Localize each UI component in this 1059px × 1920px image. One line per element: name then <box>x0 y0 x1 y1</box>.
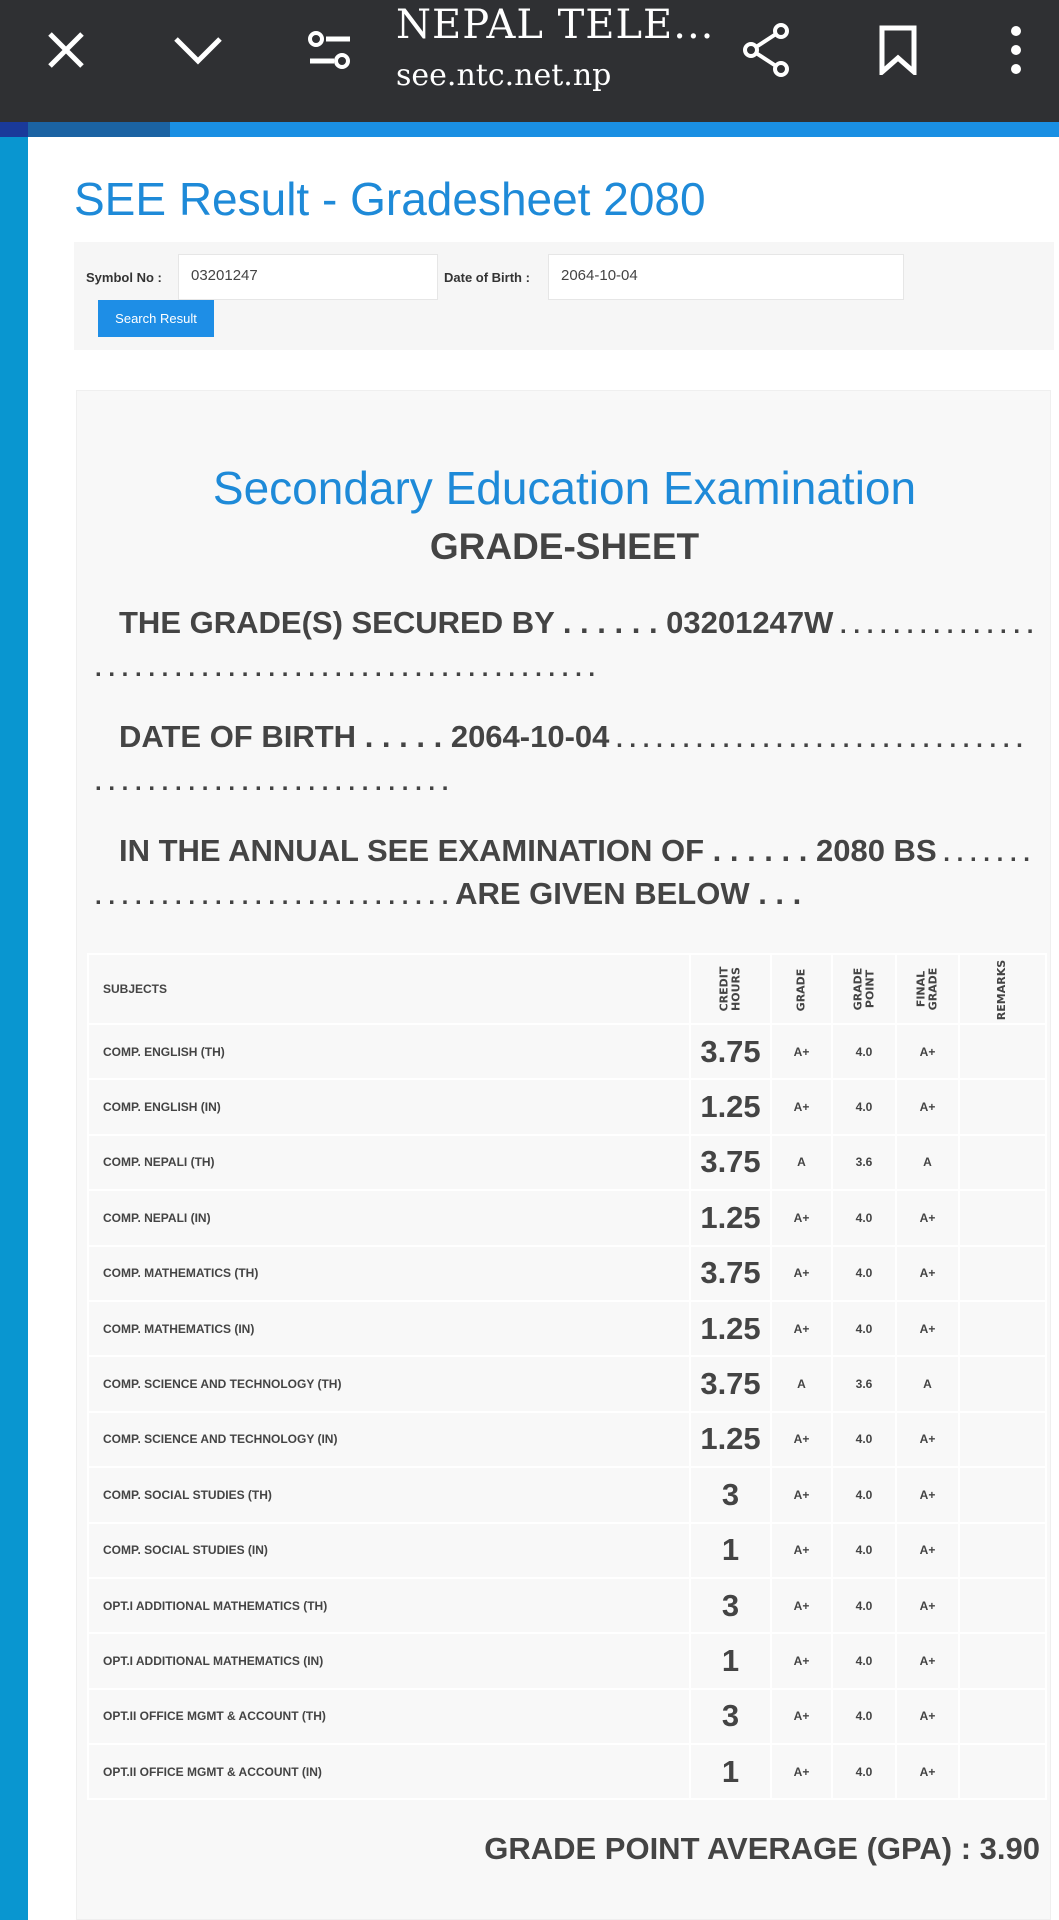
chevron-down-icon[interactable] <box>168 20 228 80</box>
cell-final-grade: A <box>896 1135 959 1190</box>
cell-final-grade: A+ <box>896 1578 959 1633</box>
col-subjects: SUBJECTS <box>88 954 690 1024</box>
cell-grade: A+ <box>771 1523 832 1578</box>
cell-subject: OPT.II OFFICE MGMT & ACCOUNT (TH) <box>88 1689 690 1744</box>
cell-subject: COMP. MATHEMATICS (IN) <box>88 1301 690 1356</box>
dots: . . . . . . . . . . . . . . . . . . . . . . . . . . . . . . . . . . <box>95 840 1030 910</box>
label: IN THE ANNUAL SEE EXAMINATION OF <box>119 833 705 868</box>
table-row <box>88 1744 1046 1799</box>
cell-grade-point: 4.0 <box>832 1689 896 1744</box>
page-title: SEE Result - Gradesheet 2080 <box>74 173 706 225</box>
dots: . . . . . . . . . . . . . . . . . . . . . . . . . . . . . . . . . . . . . . . . . . . . . . . . . . . . . . . . . . <box>95 726 1023 796</box>
label: THE GRADE(S) SECURED BY <box>119 605 555 640</box>
cell-remarks <box>959 1689 1046 1744</box>
cell-subject: COMP. SOCIAL STUDIES (IN) <box>88 1523 690 1578</box>
cell-grade: A+ <box>771 1301 832 1356</box>
cell-grade-point: 4.0 <box>832 1523 896 1578</box>
search-form <box>74 242 1054 350</box>
cell-grade: A+ <box>771 1246 832 1301</box>
table-row <box>88 1024 1046 1079</box>
cell-subject: COMP. MATHEMATICS (TH) <box>88 1246 690 1301</box>
cell-remarks <box>959 1246 1046 1301</box>
col-label: GRADE <box>794 968 808 1012</box>
table-row <box>88 1578 1046 1633</box>
table-row <box>88 1190 1046 1245</box>
cell-remarks <box>959 1301 1046 1356</box>
cell-final-grade: A+ <box>896 1190 959 1245</box>
cell-grade: A+ <box>771 1190 832 1245</box>
table-row <box>88 1633 1046 1688</box>
dob-input[interactable]: 2064-10-04 <box>548 254 904 300</box>
cell-grade: A+ <box>771 1744 832 1799</box>
cell-grade-point: 4.0 <box>832 1578 896 1633</box>
cell-final-grade: A+ <box>896 1633 959 1688</box>
cell-credit-hours: 1.25 <box>690 1079 771 1134</box>
cell-subject: COMP. NEPALI (TH) <box>88 1135 690 1190</box>
browser-page-title: NEPAL TELE... <box>396 2 715 48</box>
cell-credit-hours: 3.75 <box>690 1356 771 1411</box>
more-options-icon[interactable] <box>986 20 1046 80</box>
search-result-button[interactable]: Search Result <box>98 300 214 337</box>
cell-final-grade: A+ <box>896 1301 959 1356</box>
label: DATE OF BIRTH <box>119 719 357 754</box>
cell-grade: A+ <box>771 1024 832 1079</box>
table-header <box>88 954 1046 1024</box>
table-row <box>88 1689 1046 1744</box>
col-label: FINAL GRADE <box>914 967 940 1011</box>
cell-subject: COMP. SCIENCE AND TECHNOLOGY (TH) <box>88 1356 690 1411</box>
cell-credit-hours: 1.25 <box>690 1412 771 1467</box>
close-icon[interactable] <box>36 20 96 80</box>
browser-url[interactable]: see.ntc.net.np <box>396 58 612 93</box>
col-final-grade <box>896 954 959 1024</box>
bookmark-icon[interactable] <box>868 20 928 80</box>
exam-year: 2080 BS <box>815 833 937 868</box>
table-row <box>88 1467 1046 1522</box>
cell-remarks <box>959 1744 1046 1799</box>
cell-grade-point: 4.0 <box>832 1412 896 1467</box>
cell-grade-point: 4.0 <box>832 1633 896 1688</box>
cell-grade: A <box>771 1135 832 1190</box>
cell-credit-hours: 1 <box>690 1633 771 1688</box>
cell-credit-hours: 3 <box>690 1689 771 1744</box>
col-label: CREDIT HOURS <box>717 966 743 1012</box>
cell-subject: OPT.II OFFICE MGMT & ACCOUNT (IN) <box>88 1744 690 1799</box>
table-row <box>88 1356 1046 1411</box>
col-grade <box>771 954 832 1024</box>
page-load-progress <box>0 122 1059 137</box>
browser-toolbar <box>0 0 1059 122</box>
table-row <box>88 1523 1046 1578</box>
cell-credit-hours: 3.75 <box>690 1135 771 1190</box>
gpa-summary: GRADE POINT AVERAGE (GPA) : 3.90 <box>484 1831 1040 1866</box>
cell-subject: COMP. NEPALI (IN) <box>88 1190 690 1245</box>
cell-final-grade: A+ <box>896 1079 959 1134</box>
cell-grade-point: 4.0 <box>832 1467 896 1522</box>
cell-subject: COMP. ENGLISH (IN) <box>88 1079 690 1134</box>
dots: . . . . . . <box>704 833 816 868</box>
cell-grade-point: 3.6 <box>832 1356 896 1411</box>
cell-subject: COMP. SCIENCE AND TECHNOLOGY (IN) <box>88 1412 690 1467</box>
gradesheet <box>76 390 1051 1920</box>
cell-remarks <box>959 1024 1046 1079</box>
secured-by-line <box>95 603 1035 689</box>
cell-subject: OPT.I ADDITIONAL MATHEMATICS (IN) <box>88 1633 690 1688</box>
cell-remarks <box>959 1135 1046 1190</box>
cell-grade-point: 4.0 <box>832 1024 896 1079</box>
cell-final-grade: A+ <box>896 1523 959 1578</box>
col-label: REMARKS <box>995 959 1009 1021</box>
cell-grade-point: 3.6 <box>832 1135 896 1190</box>
grades-table <box>87 953 1047 1800</box>
col-remarks <box>959 954 1046 1024</box>
gradesheet-heading: GRADE-SHEET <box>429 526 700 567</box>
cell-credit-hours: 1 <box>690 1523 771 1578</box>
exam-line <box>95 831 1035 917</box>
cell-grade: A+ <box>771 1412 832 1467</box>
symbol-input[interactable]: 03201247 <box>178 254 438 300</box>
cell-final-grade: A+ <box>896 1467 959 1522</box>
cell-remarks <box>959 1190 1046 1245</box>
cell-grade: A+ <box>771 1079 832 1134</box>
cell-subject: OPT.I ADDITIONAL MATHEMATICS (TH) <box>88 1578 690 1633</box>
symbol-value: 03201247W <box>666 605 834 640</box>
cell-credit-hours: 1 <box>690 1744 771 1799</box>
col-credit-hours <box>690 954 771 1024</box>
left-edge-strip <box>0 137 28 1920</box>
cell-final-grade: A+ <box>896 1412 959 1467</box>
page-settings-icon[interactable] <box>300 20 360 80</box>
table-row <box>88 1301 1046 1356</box>
cell-final-grade: A+ <box>896 1689 959 1744</box>
cell-subject: COMP. SOCIAL STUDIES (TH) <box>88 1467 690 1522</box>
cell-final-grade: A+ <box>896 1744 959 1799</box>
cell-final-grade: A+ <box>896 1024 959 1079</box>
cell-credit-hours: 3.75 <box>690 1024 771 1079</box>
given-below: ARE GIVEN BELOW . . . <box>455 876 802 911</box>
cell-grade: A+ <box>771 1467 832 1522</box>
cell-remarks <box>959 1467 1046 1522</box>
cell-credit-hours: 1.25 <box>690 1301 771 1356</box>
dob-line <box>95 717 1035 803</box>
dob-label: Date of Birth : <box>444 270 530 285</box>
cell-grade-point: 4.0 <box>832 1190 896 1245</box>
dots: . . . . . . <box>554 605 667 640</box>
cell-final-grade: A <box>896 1356 959 1411</box>
cell-remarks <box>959 1412 1046 1467</box>
cell-grade: A+ <box>771 1578 832 1633</box>
cell-grade-point: 4.0 <box>832 1079 896 1134</box>
cell-grade-point: 4.0 <box>832 1301 896 1356</box>
table-row <box>88 1246 1046 1301</box>
dots: . . . . . <box>356 719 451 754</box>
cell-grade-point: 4.0 <box>832 1246 896 1301</box>
cell-credit-hours: 3 <box>690 1467 771 1522</box>
cell-remarks <box>959 1578 1046 1633</box>
cell-grade: A+ <box>771 1689 832 1744</box>
cell-remarks <box>959 1356 1046 1411</box>
dob-value: 2064-10-04 <box>450 719 610 754</box>
cell-credit-hours: 3.75 <box>690 1246 771 1301</box>
cell-remarks <box>959 1523 1046 1578</box>
cell-grade-point: 4.0 <box>832 1744 896 1799</box>
exam-heading: Secondary Education Examination <box>212 462 917 514</box>
symbol-label: Symbol No : <box>86 270 162 285</box>
cell-credit-hours: 3 <box>690 1578 771 1633</box>
table-row <box>88 1079 1046 1134</box>
dots: . . . . . . . . . . . . . . . . . . . . . . . . . . . . . . . . . . . . . . . . . . . . . . . . . . . . . <box>95 612 1034 682</box>
table-row <box>88 1412 1046 1467</box>
cell-final-grade: A+ <box>896 1246 959 1301</box>
cell-remarks <box>959 1633 1046 1688</box>
col-label: GRADE POINT <box>850 967 876 1011</box>
cell-grade: A+ <box>771 1633 832 1688</box>
cell-grade: A <box>771 1356 832 1411</box>
cell-credit-hours: 1.25 <box>690 1190 771 1245</box>
share-icon[interactable] <box>736 20 796 80</box>
table-row <box>88 1135 1046 1190</box>
cell-subject: COMP. ENGLISH (TH) <box>88 1024 690 1079</box>
col-grade-point <box>832 954 896 1024</box>
cell-remarks <box>959 1079 1046 1134</box>
